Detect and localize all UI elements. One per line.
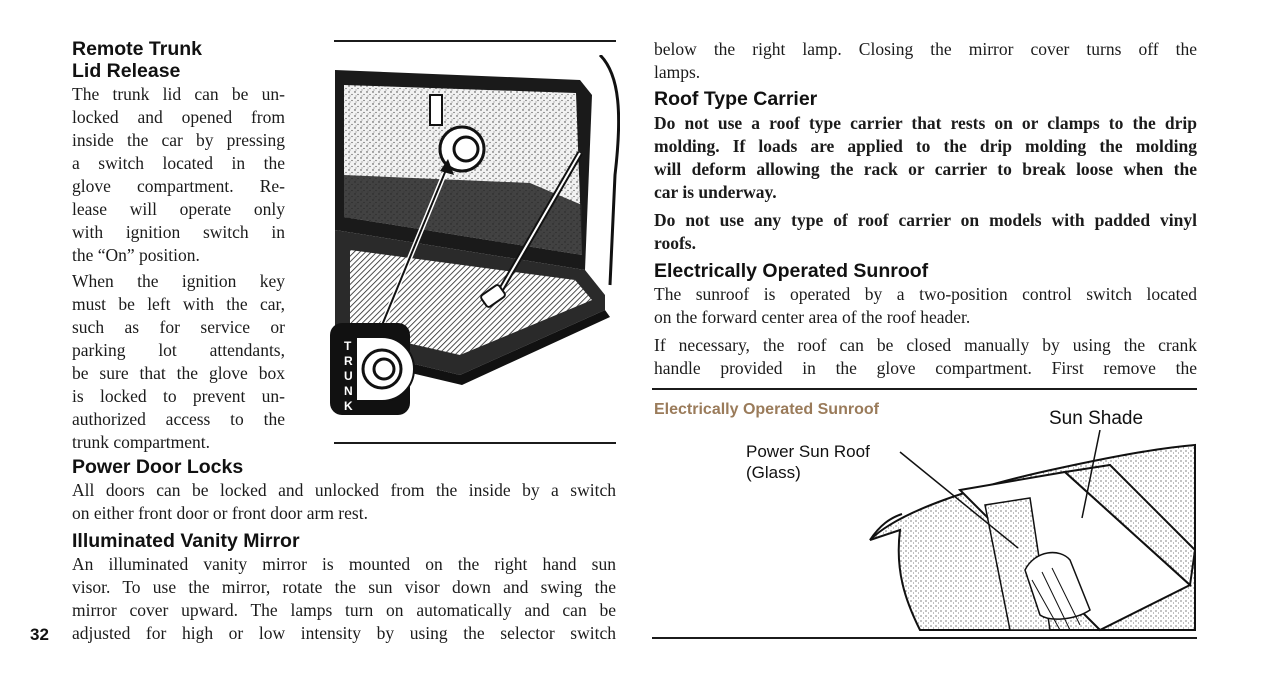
body-line: below the right lamp. Closing the mirror cover turns off the — [654, 39, 1197, 59]
body-line: The sunroof is operated by a two-position control switch located — [654, 284, 1197, 304]
body-line: a switch located in the — [72, 153, 285, 173]
body-line: such as for service or — [72, 317, 285, 337]
power-sun-roof-label — [746, 441, 870, 483]
body-line: Do not use any type of roof carrier on models with padded vinyl — [654, 210, 1197, 230]
body-line: visor. To use the mirror, rotate the sun visor down and swing the — [72, 577, 616, 597]
body-line: Do not use a roof type carrier that rests on or clamps to the drip — [654, 113, 1197, 133]
switch-letter: R — [344, 354, 353, 368]
heading-line: Remote Trunk — [72, 38, 203, 60]
body-line: must be left with the car, — [72, 294, 285, 314]
remote-trunk-heading — [72, 38, 202, 82]
switch-letter: U — [344, 369, 353, 383]
sunroof-body-2 — [654, 334, 1197, 380]
switch-letter: T — [344, 339, 352, 353]
switch-letter: N — [344, 384, 353, 398]
vanity-mirror-heading: Illuminated Vanity Mirror — [72, 530, 300, 552]
body-line: inside the car by pressing — [72, 130, 285, 150]
body-line: An illuminated vanity mirror is mounted on the right hand sun — [72, 554, 616, 574]
body-line: parking lot attendants, — [72, 340, 285, 360]
heading-line: Lid Release — [72, 60, 181, 82]
body-line: will deform allowing the rack or carrier to break loose when the — [654, 159, 1197, 179]
body-line: locked and opened from — [72, 107, 285, 127]
body-line: on the forward center area of the roof header. — [654, 307, 971, 327]
label-line: (Glass) — [746, 463, 801, 482]
body-line: If necessary, the roof can be closed manually by using the crank — [654, 335, 1197, 355]
body-line: lease will operate only — [72, 199, 285, 219]
trunk-figure-top-rule — [334, 40, 616, 42]
power-door-locks-body — [72, 479, 616, 525]
trunk-figure-bottom-rule — [334, 442, 616, 444]
roof-carrier-warning-2 — [654, 209, 1197, 255]
page-number: 32 — [30, 625, 49, 644]
body-line: trunk compartment. — [72, 432, 211, 452]
body-line: authorized access to the — [72, 409, 285, 429]
mirror-continued-body — [654, 38, 1197, 84]
body-line: with ignition switch in — [72, 222, 285, 242]
roof-carrier-warning-1 — [654, 112, 1197, 204]
body-line: handle provided in the glove compartment. First remove the — [654, 358, 1197, 378]
trunk-illustration — [330, 55, 620, 425]
body-line: When the ignition key — [72, 271, 285, 291]
body-line: on either front door or front door arm rest. — [72, 503, 368, 523]
switch-letter: K — [344, 399, 353, 413]
sun-shade-label: Sun Shade — [1049, 408, 1144, 429]
body-line: be sure that the glove box — [72, 363, 285, 383]
sunroof-figure-bottom-rule — [652, 637, 1197, 639]
power-door-locks-heading: Power Door Locks — [72, 456, 244, 478]
sunroof-body-1 — [654, 283, 1197, 329]
vanity-mirror-body — [72, 553, 616, 645]
roof-carrier-heading: Roof Type Carrier — [654, 88, 818, 110]
remote-trunk-body — [72, 83, 285, 454]
sunroof-illustration — [860, 430, 1200, 635]
body-line: roofs. — [654, 233, 696, 253]
body-line: is locked to prevent un- — [72, 386, 285, 406]
body-line: lamps. — [654, 62, 701, 82]
sunroof-heading: Electrically Operated Sunroof — [654, 260, 929, 282]
body-line: car is underway. — [654, 182, 777, 202]
body-line: the “On” position. — [72, 245, 200, 265]
body-line: All doors can be locked and unlocked from the inside by a switch — [72, 480, 616, 500]
body-line: The trunk lid can be un- — [72, 84, 285, 104]
sunroof-figure-top-rule — [652, 388, 1197, 390]
body-line: glove compartment. Re- — [72, 176, 285, 196]
body-line: adjusted for high or low intensity by using the selector switch — [72, 623, 616, 643]
sunroof-figure-caption: Electrically Operated Sunroof — [654, 401, 879, 418]
label-line: Power Sun Roof — [746, 442, 870, 461]
body-line: mirror cover upward. The lamps turn on automatically and can be — [72, 600, 616, 620]
body-line: molding. If loads are applied to the drip molding the molding — [654, 136, 1197, 156]
